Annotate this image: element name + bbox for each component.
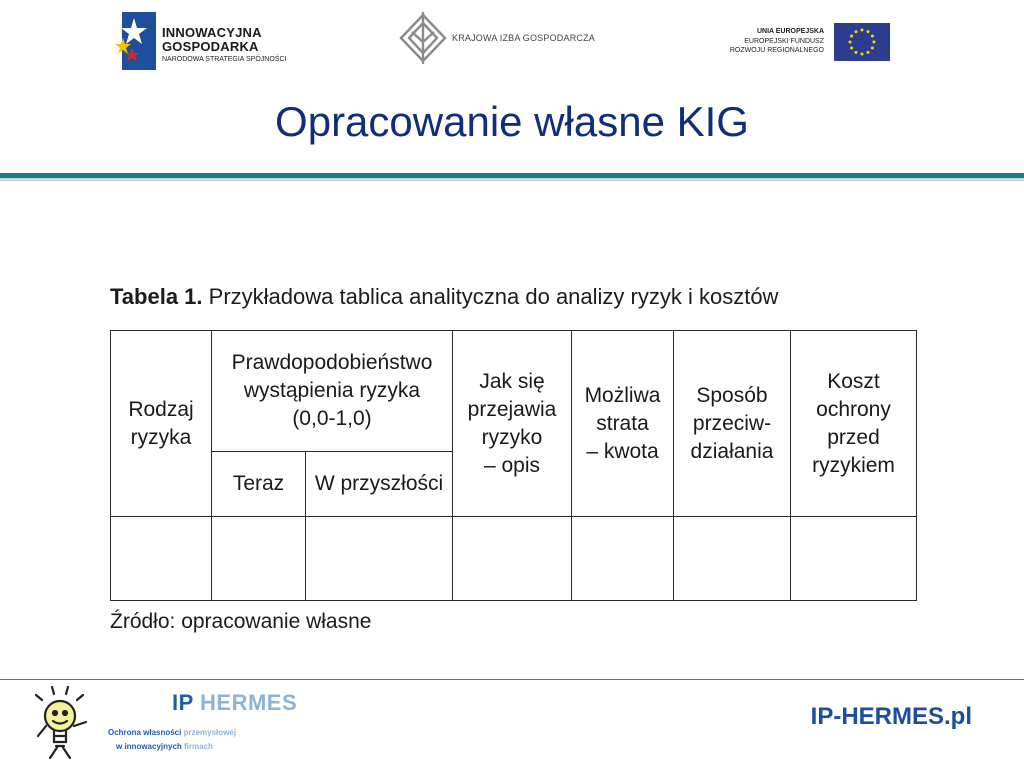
header-mozliwa-strata — [572, 331, 674, 517]
tagline1-soft: przemysłowej — [181, 728, 237, 737]
eu-logo-line2: EUROPEJSKI FUNDUSZ — [744, 37, 824, 45]
source-note: Źródło: opracowanie własne — [110, 610, 372, 633]
table-cell — [453, 517, 572, 601]
ip-hermes-brand — [172, 690, 297, 716]
brand-ip: IP — [172, 690, 194, 715]
brand-hermes: HERMES — [193, 690, 298, 715]
table-cell — [306, 517, 453, 601]
header-teraz: Teraz — [212, 452, 306, 517]
website-link[interactable]: IP-HERMES.pl — [810, 703, 972, 730]
eu-flag-icon — [834, 23, 890, 61]
eu-logo-line3: ROZWOJU REGIONALNEGO — [729, 47, 824, 54]
footer-divider — [0, 679, 1024, 680]
ig-logo-title — [162, 26, 262, 54]
table-caption-label: Tabela 1. — [110, 284, 203, 309]
ip-hermes-logo — [30, 686, 310, 764]
eu-logo-line1: UNIA EUROPEJSKA — [756, 28, 824, 35]
eu-logo-text — [730, 27, 824, 56]
table-caption — [110, 284, 778, 310]
table-cell — [212, 517, 306, 601]
star-emblem-icon — [112, 12, 156, 70]
brand-tagline-line1 — [108, 728, 236, 737]
table-cell — [111, 517, 212, 601]
ig-logo-subtitle: NARODOWA STRATEGIA SPÓJNOŚCI — [162, 56, 287, 63]
lightbulb-mascot-icon — [32, 686, 92, 762]
header-rodzaj-ryzyka-text: Rodzaj ryzyka — [128, 397, 194, 449]
eu-logo — [728, 22, 890, 64]
kig-emblem-icon — [398, 12, 448, 64]
table-header-row — [111, 331, 917, 452]
table-cell — [572, 517, 674, 601]
header-mozliwa-strata-text: Możliwa strata – kwota — [584, 383, 661, 463]
tagline2-strong: w innowacyjnych — [116, 742, 182, 751]
tagline2-soft: firmach — [181, 742, 213, 751]
table-cell — [791, 517, 917, 601]
header-w-przyszlosci: W przyszłości — [306, 452, 453, 517]
ig-logo-line1: INNOWACYJNA — [162, 25, 262, 40]
kig-logo-text: KRAJOWA IZBA GOSPODARCZA — [452, 33, 595, 43]
header-sposob-przeciwdzialania — [674, 331, 791, 517]
kig-logo — [398, 12, 608, 68]
header-jak-sie-przejawia — [453, 331, 572, 517]
page-title: Opracowanie własne KIG — [275, 98, 749, 145]
table-caption-text: Przykładowa tablica analityczna do analizy ryzyk i kosztów — [202, 284, 779, 309]
ig-logo-line2: GOSPODARKA — [162, 39, 259, 54]
header-rodzaj-ryzyka — [111, 331, 212, 517]
risk-analysis-table — [110, 330, 917, 601]
header-koszt-ochrony — [791, 331, 917, 517]
header-sposob-przeciwdzialania-text: Sposób przeciw- działania — [690, 383, 774, 463]
header-prawdopodobienstwo — [212, 331, 453, 452]
table-row — [111, 517, 917, 601]
table-cell — [674, 517, 791, 601]
innowacyjna-gospodarka-logo — [112, 12, 302, 72]
header-prawdopodobienstwo-text: Prawdopodobieństwo wystąpienia ryzyka (0,0-1,0) — [231, 351, 433, 430]
header-koszt-ochrony-text: Koszt ochrony przed ryzykiem — [812, 369, 895, 477]
brand-tagline-line2 — [116, 742, 213, 751]
tagline1-strong: Ochrona własności — [108, 728, 182, 737]
header-jak-sie-przejawia-text: Jak się przejawia ryzyko – opis — [467, 369, 557, 477]
title-divider-shadow — [0, 178, 1024, 181]
